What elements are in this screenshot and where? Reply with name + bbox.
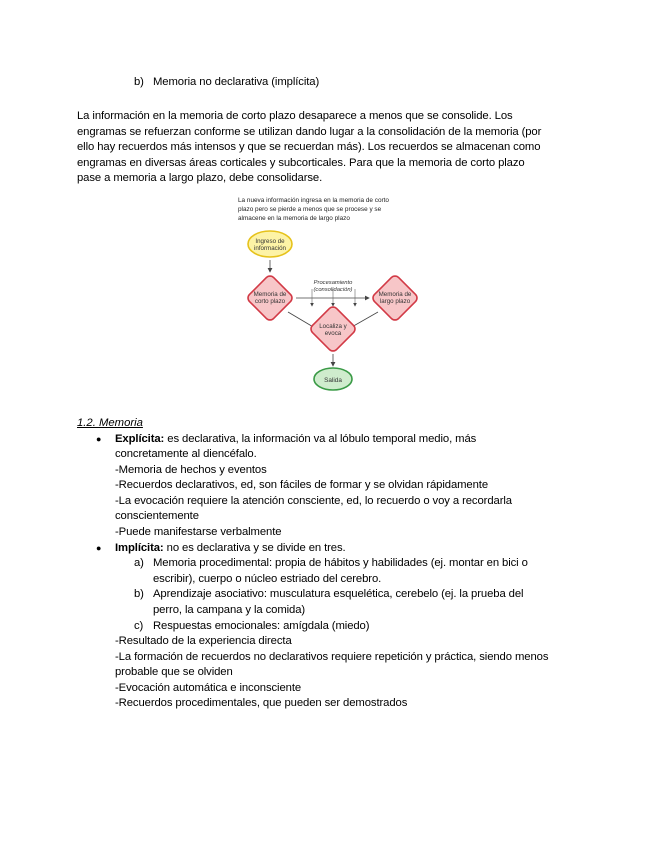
diagram-caption-line: almacene en la memoria de largo plazo [238,215,350,222]
subitem-line: perro, la campana y la comida) [153,604,306,616]
explicit-note: -Memoria de hechos y eventos [115,464,267,476]
top-item-marker: b) [134,76,144,88]
implicit-note: -La formación de recuerdos no declarativos requiere repetición y práctica, siendo menos [115,651,549,663]
explicit-note: -La evocación requiere la atención consciente, ed, lo recuerdo o voy a recordarla [115,495,512,507]
explicit-text: es declarativa, la información va al lóbulo temporal medio, más [164,433,477,445]
retrieve-label: evoca [324,330,342,337]
implicit-title: Implícita: [115,542,164,554]
explicit-line1 [115,432,476,448]
long-term-label: Memoria de [378,291,412,298]
intro-line: pase a memoria a largo plazo, debe consolidarse. [77,172,323,184]
process-label: (consolidación) [313,287,353,293]
arrow-short-to-retrieve [288,312,315,328]
input-node-label: información [254,245,286,252]
process-label: Procesamiento [313,280,353,286]
intro-line: engramas se refuerzan conforme se utilizan dando lugar a la consolidación de la memoria (por [77,125,542,138]
short-term-label: corto plazo [254,298,286,305]
memory-diagram [230,192,430,397]
implicit-note: probable que se olviden [115,666,233,678]
output-node-label: Salida [324,377,342,384]
subitem-line: Aprendizaje asociativo: musculatura esquelética, cerebelo (ej. la prueba del [153,588,524,600]
subitem-marker: c) [134,620,144,632]
implicit-text: no es declarativa y se divide en tres. [163,542,346,554]
explicit-title: Explícita: [115,433,165,445]
intro-line: engramas en diversas áreas corticales y subcorticales. Para que la memoria de corto plazo [77,156,525,169]
input-node-label: Ingreso de [255,238,285,245]
implicit-note: -Evocación automática e inconsciente [115,682,302,694]
implicit-note: -Recuerdos procedimentales, que pueden ser demostrados [115,697,408,709]
long-term-label: largo plazo [379,298,411,305]
intro-line: ello hay recuerdos más intensos y que se recuerdan más). Los recuerdos se almacenan como [77,141,541,153]
diagram-caption-line: La nueva información ingresa en la memoria de corto [238,197,389,204]
subitem-line: Respuestas emocionales: amígdala (miedo) [153,620,370,632]
section-heading: 1.2. Memoria [77,417,143,429]
short-term-label: Memoria de [253,291,287,298]
top-item-text: Memoria no declarativa (implícita) [153,76,320,88]
explicit-note: -Puede manifestarse verbalmente [115,526,282,538]
explicit-line2: concretamente al diencéfalo. [115,448,257,460]
retrieve-label: Localiza y [319,323,347,330]
bullet-dot: ● [96,434,102,444]
subitem-marker: b) [134,588,144,600]
explicit-note: conscientemente [115,510,199,522]
intro-line: La información en la memoria de corto plazo desaparece a menos que se consolide. Los [77,110,513,122]
bullet-dot: ● [96,543,102,553]
implicit-note: -Resultado de la experiencia directa [115,635,292,647]
implicit-line1 [115,541,346,557]
subitem-line: escribir), cuerpo o núcleo estriado del cerebro. [153,573,382,585]
explicit-note: -Recuerdos declarativos, ed, son fáciles de formar y se olvidan rápidamente [115,479,489,491]
diagram-caption-line: plazo pero se pierde a menos que se procese y se [238,206,382,213]
subitem-marker: a) [134,557,144,569]
intro-paragraph [77,109,582,187]
subitem-line: Memoria procedimental: propia de hábitos y habilidades (ej. montar en bici o [153,557,528,569]
